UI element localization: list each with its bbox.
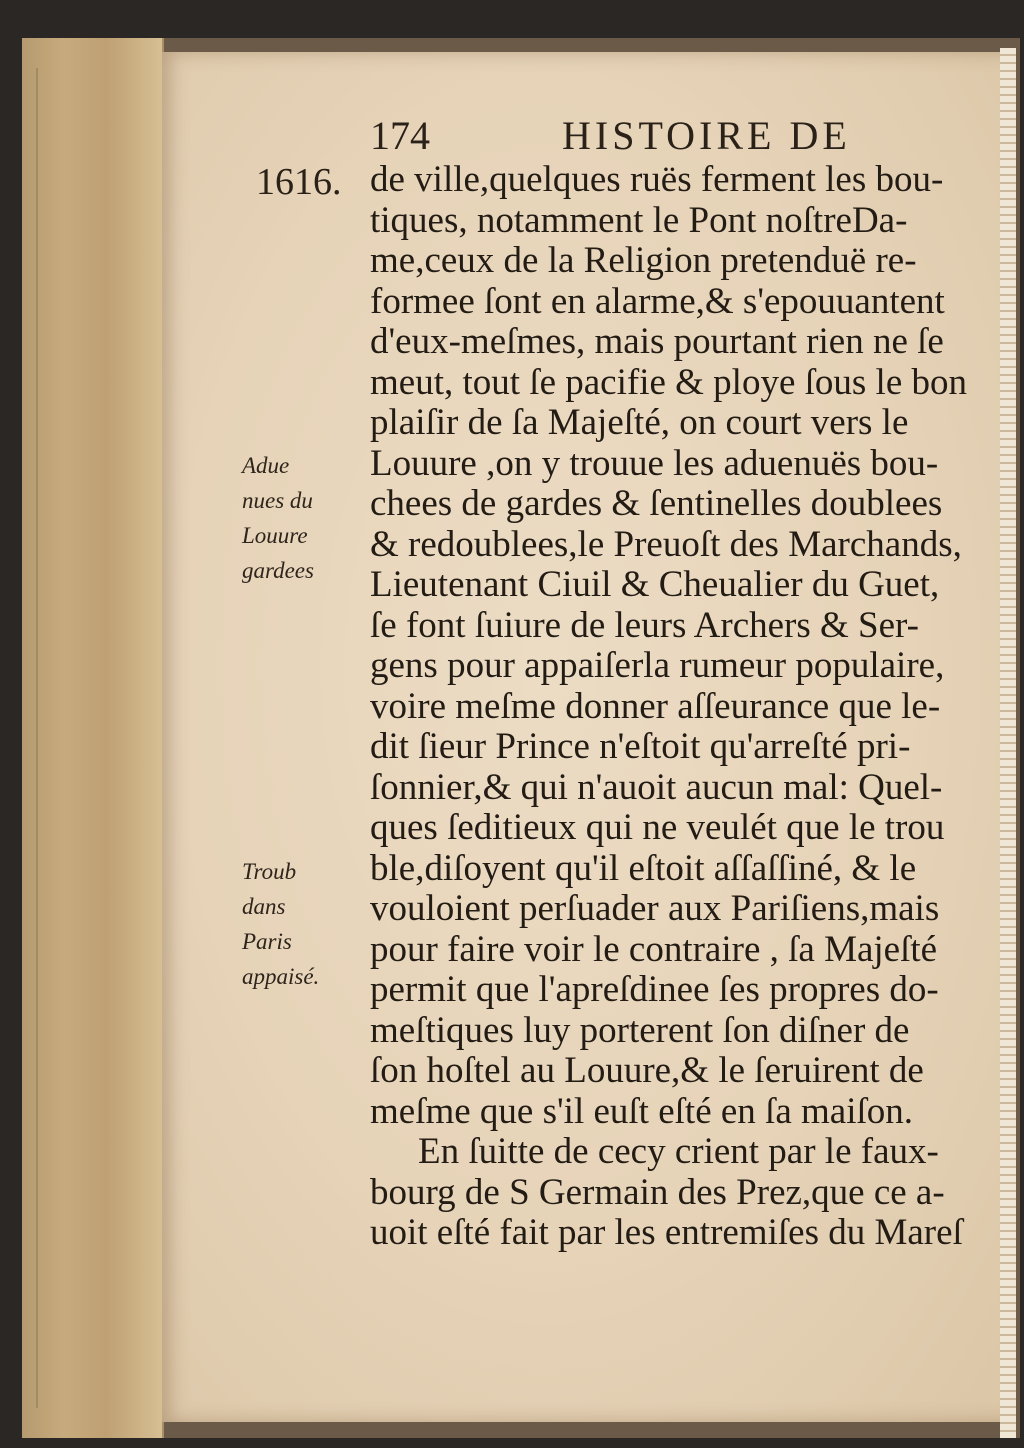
text-line: bourg de S Germain des Prez,que ce a- <box>370 1171 945 1213</box>
text-line: Lieutenant Ciuil & Cheualier du Guet, <box>370 564 940 605</box>
page-number: 174 <box>370 113 430 158</box>
margin-note-line: Adue <box>242 453 290 478</box>
running-head: HISTOIRE DE <box>562 113 851 158</box>
text-line: uoit eſté fait par les entremiſes du Mareſ <box>370 1212 963 1253</box>
text-line: dit ſieur Prince n'eſtoit qu'arreſté pri- <box>370 726 911 767</box>
text-line: ſon hoſtel au Louure,& le ſeruirent de <box>370 1050 924 1091</box>
margin-note-line: Troub <box>242 859 297 884</box>
margin-note-line: nues du <box>242 488 313 513</box>
page-header <box>0 112 1024 162</box>
text-line: voire meſme donner aſſeurance que le- <box>370 685 941 727</box>
margin-note-line: Paris <box>242 929 292 954</box>
text-line: formee ſont en alarme,& s'epouuantent <box>370 280 945 322</box>
text-line: vouloient perſuader aux Pariſiens,mais <box>370 888 940 929</box>
margin-note-line: appaisé. <box>242 964 320 989</box>
margin-note-2 <box>242 854 319 994</box>
text-line: Louure ,on y trouue les aduenuës bou- <box>370 442 939 484</box>
text-line: me,ceux de la Religion pretenduë re- <box>370 240 917 281</box>
text-line: ſonnier,& qui n'auoit aucun mal: Quel- <box>370 766 943 808</box>
text-line: En ſuitte de cecy crient par le faux- <box>418 1131 939 1172</box>
text-line: ſe font ſuiure de leurs Archers & Ser- <box>370 604 919 646</box>
text-line: & redoublees,le Preuoſt des Marchands, <box>370 523 962 565</box>
text-line: chees de gardes & ſentinelles doublees <box>370 483 943 524</box>
book-spine <box>22 38 164 1438</box>
text-line: pour faire voir le contraire , ſa Majeſté <box>370 928 938 970</box>
text-line: permit que l'apreſdinee ſes propres do- <box>370 969 939 1010</box>
text-line: meſtiques luy porterent ſon diſner de <box>370 1009 910 1051</box>
year-margin: 1616. <box>256 161 342 203</box>
text-line: ble,diſoyent qu'il eſtoit aſſaſſiné, & le <box>370 847 917 889</box>
margin-note-line: gardees <box>242 558 314 583</box>
margin-note-line: dans <box>242 894 286 919</box>
body-text <box>370 160 990 1254</box>
text-line: meut, tout ſe pacifie & ploye ſous le bon <box>370 361 968 403</box>
text-line: d'eux-meſmes, mais pourtant rien ne ſe <box>370 321 944 362</box>
text-line: tiques, notamment le Pont noſtreDa- <box>370 199 908 241</box>
page-edges <box>1000 48 1016 1438</box>
text-line: de ville,quelques ruës ferment les bou- <box>370 159 944 200</box>
text-line: ques ſeditieux qui ne veulét que le trou <box>370 807 945 848</box>
margin-note-line: Louure <box>242 523 308 548</box>
text-line: meſme que s'il euſt eſté en ſa maiſon. <box>370 1090 914 1132</box>
margin-note-1 <box>242 448 314 588</box>
text-line: gens pour appaiſerla rumeur populaire, <box>370 645 945 686</box>
text-line: plaiſir de ſa Majeſté, on court vers le <box>370 402 909 443</box>
